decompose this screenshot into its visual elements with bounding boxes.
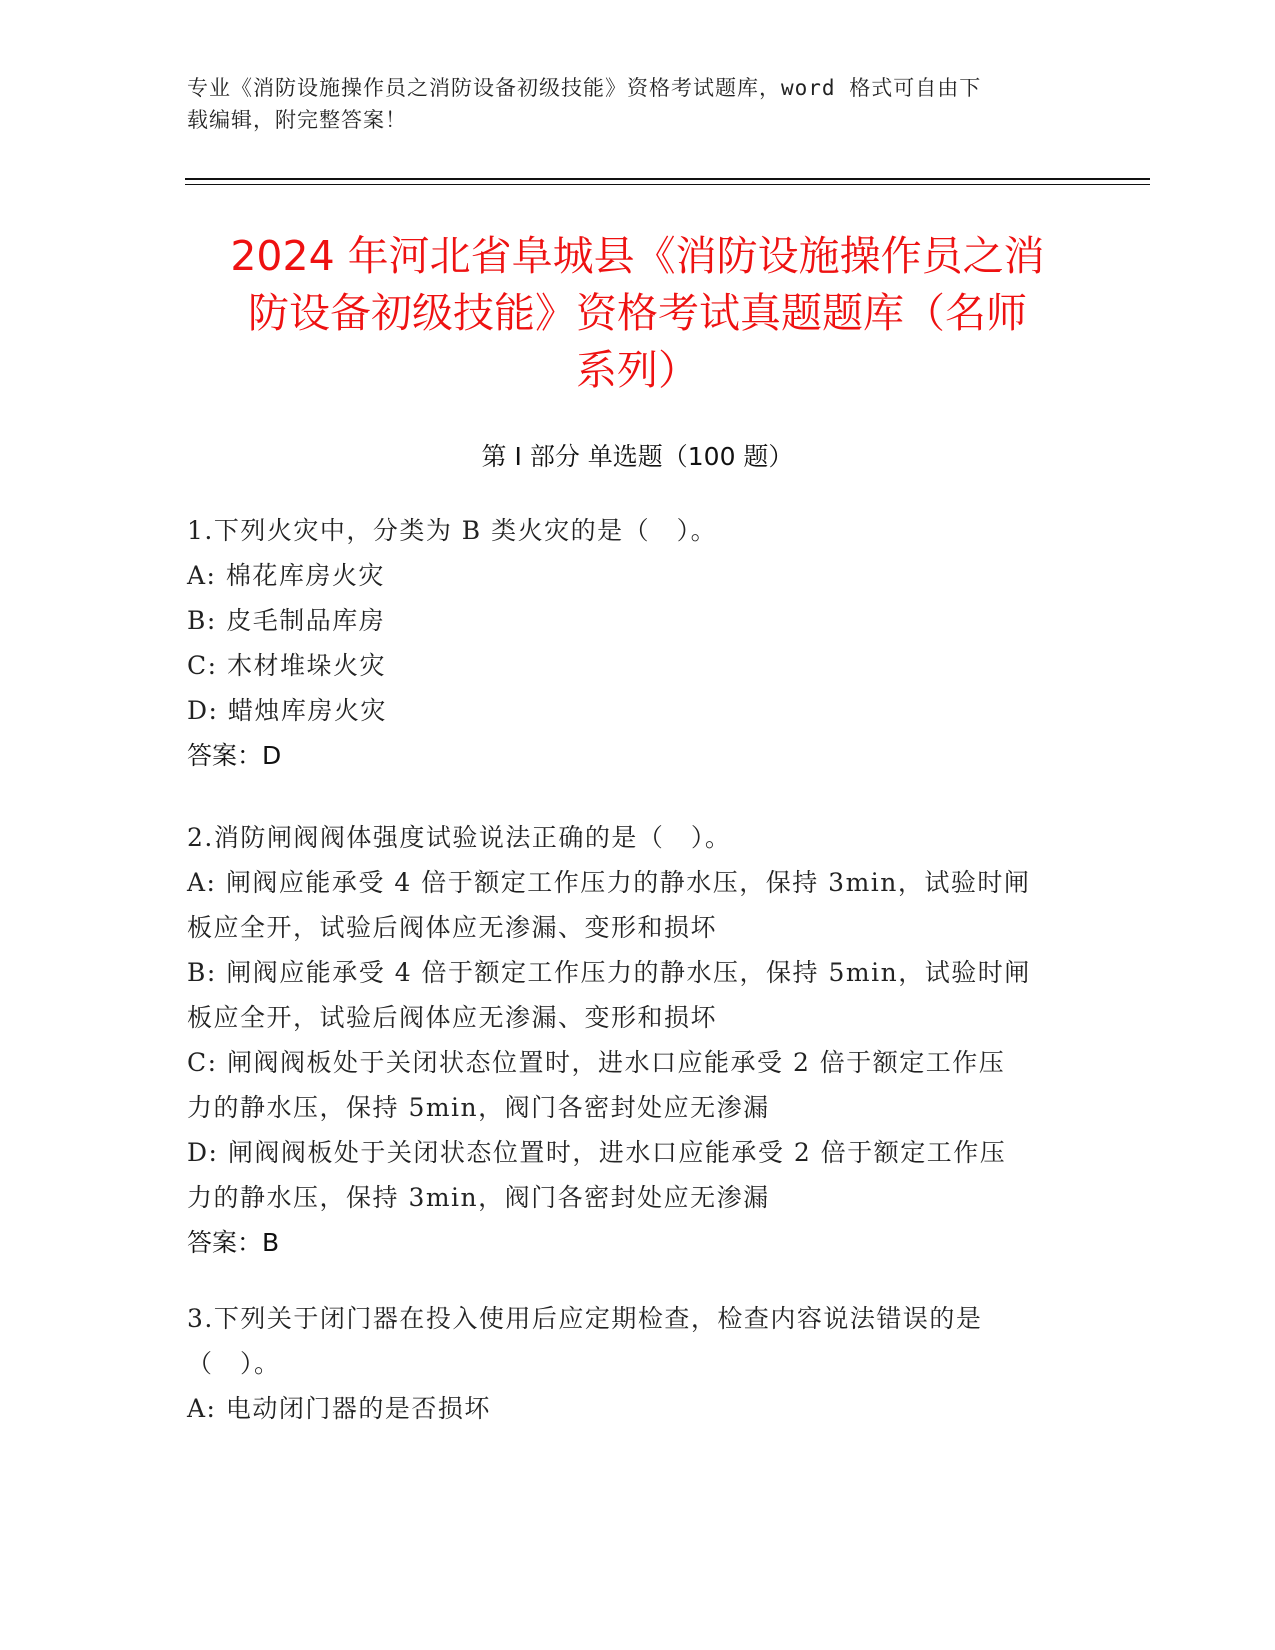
question-2-option-c-cont: 力的静水压，保持 5min，阀门各密封处应无渗漏: [187, 1093, 770, 1122]
question-1-option-c: C: 木材堆垛火灾: [187, 651, 386, 680]
document-title: [170, 228, 1105, 399]
question-3-stem-cont: （ ）。: [187, 1349, 281, 1378]
question-1-stem: 1.下列火灾中，分类为 B 类火灾的是（ ）。: [187, 516, 718, 545]
question-2-option-b-cont: 板应全开，试验后阀体应无渗漏、变形和损坏: [187, 1003, 718, 1032]
title-line-1: 2024 年河北省阜城县《消防设施操作员之消: [230, 232, 1045, 280]
title-line-2: 防设备初级技能》资格考试真题题库（名师: [248, 289, 1027, 337]
question-1: [187, 508, 1077, 778]
question-2-option-a: A: 闸阀应能承受 4 倍于额定工作压力的静水压，保持 3min，试验时闸: [187, 868, 1031, 897]
question-1-option-b: B: 皮毛制品库房: [187, 606, 386, 635]
question-3-option-a: A: 电动闭门器的是否损坏: [187, 1394, 491, 1423]
question-2-option-a-cont: 板应全开，试验后阀体应无渗漏、变形和损坏: [187, 913, 718, 942]
question-2-option-d-cont: 力的静水压，保持 3min，阀门各密封处应无渗漏: [187, 1183, 770, 1212]
question-2: [187, 815, 1077, 1265]
title-line-3: 系列）: [576, 346, 699, 394]
section-heading: 第 I 部分 单选题（100 题）: [481, 442, 794, 471]
question-2-option-b: B: 闸阀应能承受 4 倍于额定工作压力的静水压，保持 5min，试验时闸: [187, 958, 1031, 987]
question-2-option-c: C: 闸阀阀板处于关闭状态位置时，进水口应能承受 2 倍于额定工作压: [187, 1048, 1006, 1077]
header-divider-thin: [185, 184, 1150, 185]
header-note-line-1: 专业《消防设施操作员之消防设备初级技能》资格考试题库，word 格式可自由下: [187, 76, 982, 100]
header-note: [187, 72, 1077, 136]
question-1-answer: 答案：D: [187, 741, 282, 770]
header-divider-thick: [185, 178, 1150, 180]
question-1-option-a: A: 棉花库房火灾: [187, 561, 385, 590]
question-2-stem: 2.消防闸阀阀体强度试验说法正确的是（ ）。: [187, 823, 732, 852]
question-2-answer: 答案：B: [187, 1228, 280, 1257]
question-3: [187, 1296, 1077, 1431]
question-2-option-d: D: 闸阀阀板处于关闭状态位置时，进水口应能承受 2 倍于额定工作压: [187, 1138, 1007, 1167]
question-1-option-d: D: 蜡烛库房火灾: [187, 696, 387, 725]
question-3-stem: 3.下列关于闭门器在投入使用后应定期检查，检查内容说法错误的是: [187, 1304, 983, 1333]
header-note-line-2: 载编辑，附完整答案！: [187, 108, 407, 132]
